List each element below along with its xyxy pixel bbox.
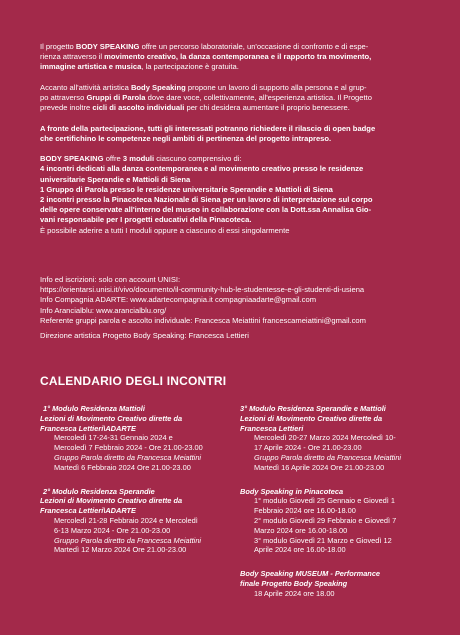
module-schedule — [240, 589, 440, 599]
text: ciascuno comprensivo di: — [154, 154, 242, 164]
module-title-line: Lezioni di Movimento Creativo dirette da — [40, 413, 183, 423]
module-title-line: finale Progetto Body Speaking — [240, 578, 348, 588]
text: offre un percorso laboratoriale, un'occasione di confronto e di espe- — [139, 42, 369, 51]
schedule-line: 18 Aprile 2024 ore 18.00 — [254, 588, 335, 598]
schedule-line: 2° modulo Giovedì 29 Febbraio e Giovedì 7 — [254, 515, 397, 525]
module-item: 4 incontri dedicati alla danza contemporanea e al movimento creativo presso le residenze — [40, 164, 364, 174]
info-adarte[interactable]: Info Compagnia ADARTE: www.adartecompagnia.it compagniaadarte@gmail.com — [40, 295, 317, 305]
schedule-line: 3° modulo Giovedì 21 Marzo e Giovedì 12 — [254, 535, 392, 545]
module-title — [40, 487, 240, 516]
calendar-module — [240, 569, 440, 598]
text: Il progetto — [40, 42, 76, 51]
schedule-line: 1° modulo Giovedì 25 Gennaio e Giovedì 1 — [254, 496, 396, 506]
module-item: 1 Gruppo di Parola presso le residenze universitarie Sperandie e Mattioli di Siena — [40, 184, 333, 194]
project-name: BODY SPEAKING — [40, 154, 104, 164]
module-title-line: 1° Modulo Residenza Mattioli — [43, 404, 145, 413]
module-item: universitarie Sperandie e Mattioli di Siena — [40, 174, 191, 184]
module-title-line: Body Speaking MUSEUM - Performance — [240, 569, 381, 579]
emphasis: immagine artistica e musica — [40, 62, 142, 72]
text: , la partecipazione è gratuita. — [141, 62, 239, 72]
gruppo-parola-line: Gruppo Parola diretto da Francesca Meiattini — [54, 535, 202, 545]
text: per chi desidera aumentare il proprio benessere. — [184, 103, 350, 113]
module-title-line: Lezioni di Movimento Creativo dirette da — [240, 413, 383, 423]
info-arancialblu[interactable]: Info Arancialblu: www.arancialblu.org/ — [40, 305, 167, 315]
text: prevede inoltre — [40, 103, 93, 113]
module-schedule — [40, 516, 240, 555]
module-item: 2 incontri presso la Pinacoteca Nazionale di Siena per un lavoro di interpretazione sul corpo — [40, 195, 373, 204]
schedule-line: 17 Aprile 2024 - Ore 21.00-23.00 — [254, 443, 362, 453]
calendar-right-column — [240, 404, 440, 613]
artistic-direction: Direzione artistica Progetto Body Speaking: Francesca Lettieri — [40, 331, 249, 340]
module-title-line: Francesca Lettieri\ADARTE — [40, 423, 136, 433]
calendar-module — [240, 404, 440, 473]
schedule-line: Martedì 12 Marzo 2024 Ore 21.00-23.00 — [54, 545, 187, 555]
info-section — [40, 275, 428, 326]
calendar-left-column — [40, 404, 240, 569]
calendar-module — [40, 487, 240, 556]
emphasis: movimento creativo, la danza contemporanea e il rapporto tra movimento, — [104, 52, 372, 62]
module-title — [240, 404, 440, 433]
info-signup: Info ed iscrizioni: solo con account UNISI: — [40, 275, 181, 284]
module-item: vani responsabile per I progetti educativi della Pinacoteca. — [40, 215, 252, 225]
emphasis: 3 moduli — [122, 154, 155, 164]
emphasis: Gruppi di Parola — [86, 93, 146, 102]
module-schedule — [240, 496, 440, 555]
calendar-title: CALENDARIO DEGLI INCONTRI — [40, 374, 227, 388]
text: rienza attraverso il — [40, 52, 105, 62]
module-title — [240, 569, 440, 589]
info-url-link[interactable]: https://orientarsi.unisi.it/vivo/documento/il-community-hub-le-studentesse-e-gli-studenti-di-usiena — [40, 285, 365, 295]
module-note: È possibile aderire a tutti I moduli oppure a ciascuno di essi singolarmente — [40, 225, 290, 235]
info-referente[interactable]: Referente gruppi parola e ascolto individuale: Francesca Meiattini francescameiattini@gmail.com — [40, 315, 366, 325]
schedule-line: 6-13 Marzo 2024 - Ore 21.00-23.00 — [54, 525, 171, 535]
intro-paragraph-1 — [40, 42, 428, 73]
gruppo-parola-line: Gruppo Parola diretto da Francesca Meiattini — [254, 452, 402, 462]
open-badge-text: che certifichino le competenze negli ambiti di pertinenza del progetto intrapreso. — [40, 133, 332, 143]
module-title-line: Body Speaking in Pinacoteca — [240, 486, 344, 496]
module-title-line: Lezioni di Movimento Creativo dirette da — [40, 496, 183, 506]
module-schedule — [240, 433, 440, 472]
schedule-line: Febbraio 2024 ore 16.00-18.00 — [254, 506, 356, 516]
text: Accanto all'attività artistica — [40, 82, 131, 92]
open-badge-text: A fronte della partecipazione, tutti gli interessati potranno richiedere il rilascio di open badge — [40, 123, 376, 133]
text: offre — [103, 154, 123, 164]
text: po attraverso — [40, 93, 87, 102]
module-title-line: Francesca Lettieri — [240, 423, 304, 433]
schedule-line: Mercoledì 17-24-31 Gennaio 2024 e — [54, 433, 173, 443]
schedule-line: Mercoledì 20-27 Marzo 2024 Mercoledì 10- — [254, 433, 396, 443]
gruppo-parola-line: Gruppo Parola diretto da Francesca Meiattini — [54, 452, 202, 462]
module-item: delle opere conservate all'interno del museo in collaborazione con la Dott.ssa Annalisa Gio- — [40, 205, 372, 215]
project-name: BODY SPEAKING — [75, 42, 140, 51]
module-schedule — [40, 433, 240, 472]
project-name: Body Speaking — [130, 82, 186, 92]
intro-section — [40, 42, 428, 246]
intro-paragraph-4 — [40, 154, 428, 236]
schedule-line: Mercoledì 21-28 Febbraio 2024 e Mercoledì — [54, 515, 198, 525]
schedule-line: Marzo 2024 ore 16.00-18.00 — [254, 525, 348, 535]
calendar-module — [40, 404, 240, 473]
text: dove dare voce, collettivamente, all'esperienza artistica. Il Progetto — [145, 93, 372, 102]
schedule-line: Mercoledì 7 Febbraio 2024 - Ore 21.00-23.00 — [54, 443, 203, 453]
module-title — [240, 487, 440, 497]
emphasis: cicli di ascolto individuali — [92, 103, 185, 113]
calendar-module — [240, 487, 440, 556]
module-title-line: Francesca Lettieri\ADARTE — [40, 506, 136, 516]
schedule-line: Aprile 2024 ore 16.00-18.00 — [254, 545, 346, 555]
module-title — [40, 404, 240, 433]
schedule-line: Martedì 16 Aprile 2024 Ore 21.00-23.00 — [254, 462, 385, 472]
intro-paragraph-3 — [40, 124, 428, 144]
module-title-line: 2° Modulo Residenza Sperandie — [43, 486, 155, 496]
module-title-line: 3° Modulo Residenza Sperandie e Mattioli — [240, 404, 386, 413]
text: propone un lavoro di supporto alla persona e al grup- — [185, 82, 367, 92]
intro-paragraph-2 — [40, 83, 428, 114]
schedule-line: Martedì 6 Febbraio 2024 Ore 21.00-23.00 — [54, 462, 191, 472]
